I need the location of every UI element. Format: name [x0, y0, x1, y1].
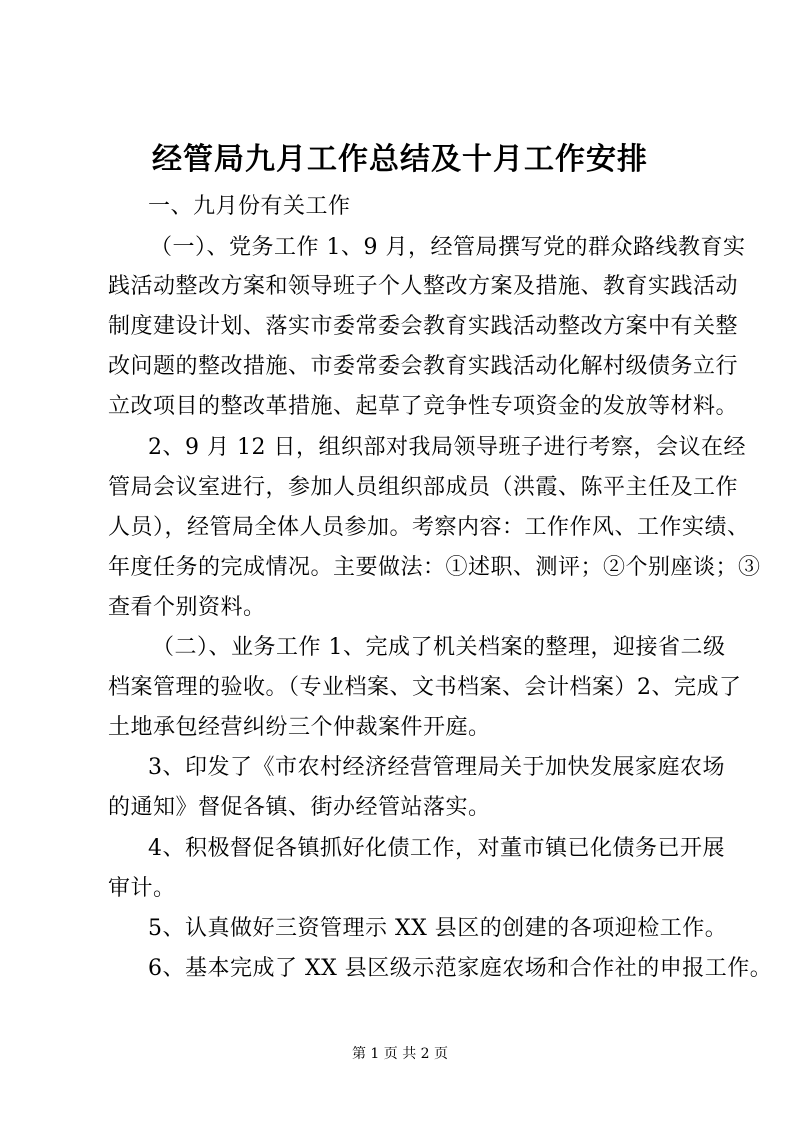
page-footer: 第 1 页 共 2 页 — [351, 1046, 449, 1062]
paragraph-line: 4、积极督促各镇抓好化债工作，对董市镇已化债务已开展 — [148, 836, 725, 861]
paragraph-line: 管局会议室进行，参加人员组织部成员（洪霞、陈平主任及工作 — [108, 475, 739, 500]
paragraph-line: 3、印发了《市农村经济经营管理局关于加快发展家庭农场 — [148, 755, 725, 780]
paragraph-line: 改问题的整改措施、市委常委会教育实践活动化解村级债务立行 — [108, 354, 739, 379]
document-title: 经管局九月工作总结及十月工作安排 — [152, 142, 648, 177]
paragraph-line: 立改项目的整改革措施、起草了竞争性专项资金的发放等材料。 — [108, 394, 739, 419]
paragraph-line: 土地承包经营纠纷三个仲裁案件开庭。 — [108, 715, 491, 740]
paragraph-line: （二）、业务工作 1、完成了机关档案的整理，迎接省二级 — [152, 635, 726, 660]
paragraph-line: 查看个别资料。 — [108, 595, 266, 620]
paragraph-line: 2、9 月 12 日，组织部对我局领导班子进行考察，会议在经 — [148, 435, 746, 460]
paragraph-line: 制度建设计划、落实市委常委会教育实践活动整改方案中有关整 — [108, 314, 739, 339]
section-heading: 一、九月份有关工作 — [148, 194, 351, 219]
paragraph-line: 践活动整改方案和领导班子个人整改方案及措施、教育实践活动 — [108, 274, 739, 299]
paragraph-line: 档案管理的验收。（专业档案、文书档案、会计档案）2、完成了 — [108, 675, 742, 700]
paragraph-line: 5、认真做好三资管理示 XX 县区的创建的各项迎检工作。 — [148, 916, 728, 941]
paragraph-line: 的通知》督促各镇、街办经管站落实。 — [108, 795, 491, 820]
paragraph-line: 人员），经管局全体人员参加。考察内容：工作作风、工作实绩、 — [108, 515, 750, 540]
paragraph-line: 6、基本完成了 XX 县区级示范家庭农场和合作社的申报工作。 — [148, 956, 773, 981]
paragraph-line: 审计。 — [108, 876, 176, 901]
paragraph-line: 年度任务的完成情况。主要做法：①述职、测评；②个别座谈；③ — [108, 555, 761, 580]
paragraph-line: （一）、党务工作 1、9 月，经管局撰写党的群众路线教育实 — [150, 235, 746, 260]
